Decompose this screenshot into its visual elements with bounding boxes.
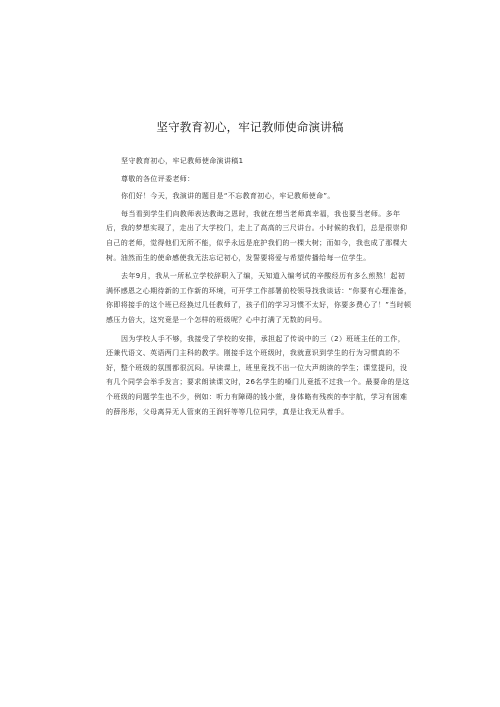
subtitle-line: 坚守教育初心，牢记教师使命演讲稿1 bbox=[121, 157, 244, 165]
paragraph-1: 每当看到学生们向教师表达教诲之恩时，我就在想当老师真幸福，我也要当老师。多年后，我的梦想实现了，走出了大学校门，走上了高高的三尺讲台。小时候的我们，总是很崇仰自己的老师，觉得他们无所不能，似乎永远是庇护我们的一棵大树；而如今，我也成了那棵大树。油然而生的使命感使我无法忘记初心，发誓要将爱与希望传播给每一位学生。 bbox=[106, 209, 408, 262]
greeting: 你们好！今天，我演讲的题目是“不忘教育初心，牢记教师使命”。 bbox=[121, 192, 335, 201]
paragraph-3: 因为学校人手不够，我接受了学校的安排，承担起了传说中的三（2）班班主任的工作，还兼代语文、英语两门主科的教学。刚接手这个班级时，我就意识到学生的行为习惯真的不好，整个班级的氛围都很沉闷。早读课上，班里竟找不出一位大声朗读的学生；课堂提问，没有几个同学会举手发言；要求朗读课文时，26名学生的嗓门儿竟抵不过我一个。最要命的是这个班级的问题学生也不少，例如：听力有障碍的钱小萱，身体略有残疾的李宇航，学习有困难的薛彤彤，父母离异无人管束的王润轩等等几位同学，真是让我无从着手。 bbox=[106, 334, 410, 416]
paragraph-2: 去年9月，我从一所私立学校辞职入了编，天知道入编考试的辛酸经历有多么煎熬！起初满怀感恩之心期待新的工作新的环境，可开学工作部署前校领导找我谈话：“你要有心理准备，你即将接手的这个班已经换过几任教师了，孩子们的学习习惯不太好，你要多费心了！”当时顿感压力倍大，这究竟是一个怎样的班级呢？心中打满了无数的问号。 bbox=[106, 272, 412, 324]
document-title: 坚守教育初心，牢记教师使命演讲稿 bbox=[156, 120, 344, 134]
document-body bbox=[106, 154, 412, 423]
salutation: 尊敬的各位评委老师： bbox=[121, 174, 195, 183]
